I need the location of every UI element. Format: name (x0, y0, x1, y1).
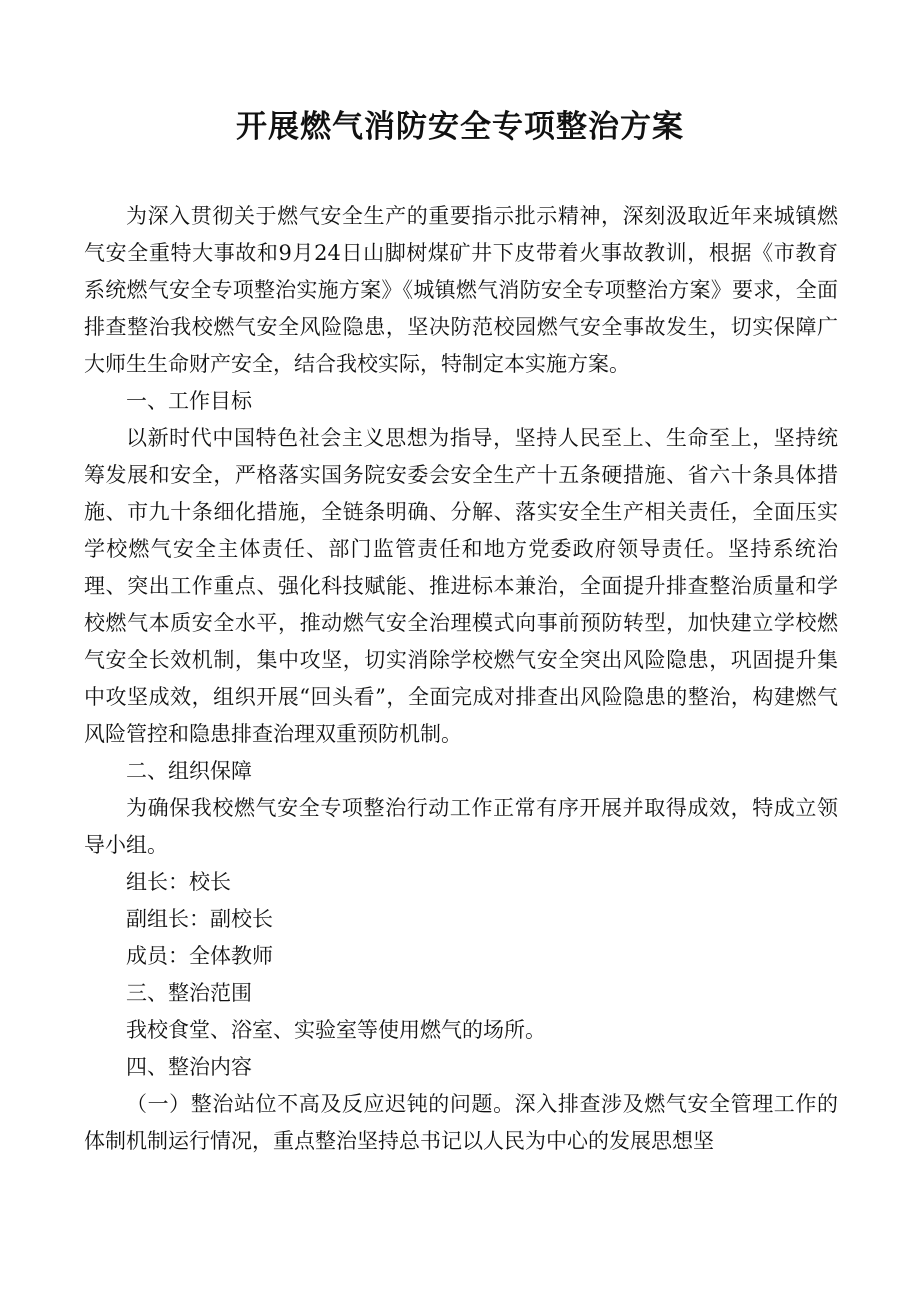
leader-line: 组长：校长 (126, 870, 231, 894)
intro-paragraph: 为深入贯彻关于燃气安全生产的重要指示批示精神，深刻汲取近年来城镇燃气安全重特大事故和9月24日山脚树煤矿井下皮带着火事故教训，根据《市教育系统燃气安全专项整治实施方案》《城镇燃气消防安全专项整治方案》要求，全面排查整治我校燃气安全风险隐患，坚决防范校园燃气安全事故发生，切实保障广大师生生命财产安全，结合我校实际，特制定本实施方案。 (84, 204, 838, 376)
document-title: 开展燃气消防安全专项整治方案 (236, 109, 684, 145)
section-heading-scope: 三、整治范围 (126, 981, 252, 1005)
content-item-1: （一）整治站位不高及反应迟钝的问题。深入排查涉及燃气安全管理工作的体制机制运行情况，重点整治坚持总书记以人民为中心的发展思想坚 (84, 1092, 838, 1153)
scope-paragraph: 我校食堂、浴室、实验室等使用燃气的场所。 (126, 1018, 546, 1042)
section-heading-goals: 一、工作目标 (126, 389, 252, 413)
deputy-leader-line: 副组长：副校长 (126, 907, 273, 931)
goals-paragraph: 以新时代中国特色社会主义思想为指导，坚持人民至上、生命至上，坚持统筹发展和安全，严格落实国务院安委会安全生产十五条硬措施、省六十条具体措施、市九十条细化措施，全链条明确、分解、落实安全生产相关责任，全面压实学校燃气安全主体责任、部门监管责任和地方党委政府领导责任。坚持系统治理、突出工作重点、强化科技赋能、推进标本兼治，全面提升排查整治质量和学校燃气本质安全水平，推动燃气安全治理模式向事前预防转型，加快建立学校燃气安全长效机制，集中攻坚，切实消除学校燃气安全突出风险隐患，巩固提升集中攻坚成效，组织开展“回头看”，全面完成对排查出风险隐患的整治，构建燃气风险管控和隐患排查治理双重预防机制。 (84, 426, 838, 746)
section-heading-organization: 二、组织保障 (126, 759, 252, 783)
section-heading-content: 四、整治内容 (126, 1055, 252, 1079)
organization-paragraph: 为确保我校燃气安全专项整治行动工作正常有序开展并取得成效，特成立领导小组。 (84, 796, 838, 857)
document-body (84, 198, 838, 1160)
members-line: 成员：全体教师 (126, 944, 273, 968)
